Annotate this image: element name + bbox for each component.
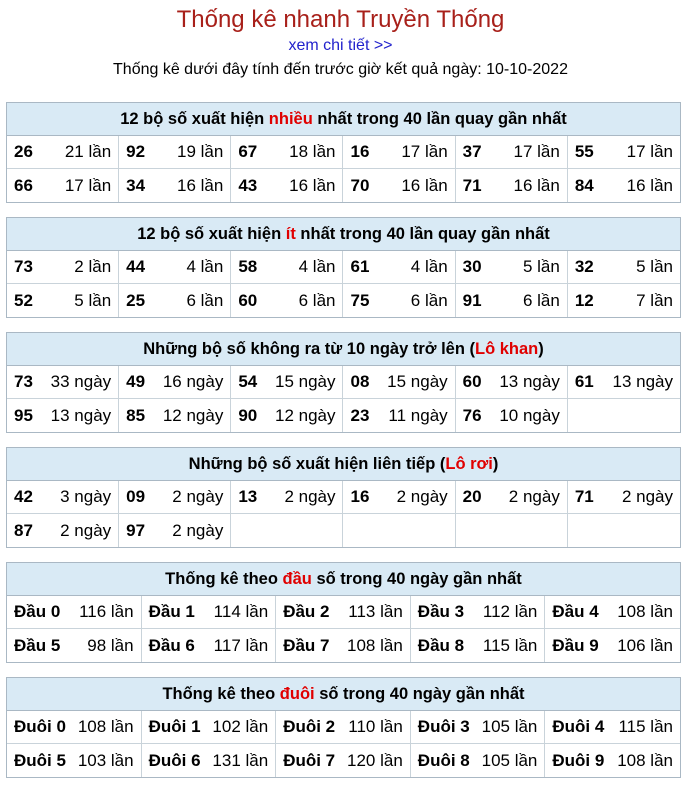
stat-count: 115 lần [618, 717, 673, 736]
dau-section [6, 562, 681, 663]
stat-cell [456, 251, 568, 284]
stat-label: 54 [238, 372, 258, 391]
stat-cell [142, 744, 277, 777]
section-header [7, 218, 680, 251]
stat-count: 114 lần [213, 602, 269, 621]
stat-count: 2 ngày [284, 487, 336, 506]
stat-label: Đuôi 0 [14, 717, 66, 736]
stat-label: 32 [574, 257, 594, 276]
stat-count: 2 ngày [508, 487, 560, 506]
stat-count: 108 lần [347, 635, 403, 655]
section-header [7, 333, 680, 366]
stat-label: 34 [126, 175, 146, 195]
stat-count: 116 lần [79, 602, 134, 621]
stat-label: Đầu 3 [417, 602, 465, 621]
header-text: số trong 40 ngày gần nhất [311, 570, 522, 588]
stat-label: Đuôi 1 [148, 717, 201, 736]
stat-count: 112 lần [482, 602, 538, 621]
stat-label: 44 [126, 257, 146, 276]
stat-cell [7, 711, 142, 744]
header-text: Những bộ số xuất hiện liên tiếp ( [188, 455, 446, 473]
stat-cell [7, 251, 119, 284]
stat-label: 87 [14, 520, 33, 540]
stat-count: 11 ngày [388, 405, 448, 425]
stat-count: 103 lần [77, 750, 134, 770]
stat-count: 13 ngày [499, 372, 560, 391]
number-grid [7, 366, 680, 432]
stat-label: 58 [238, 257, 258, 276]
stat-cell [119, 251, 231, 284]
least-frequent-section [6, 217, 681, 318]
stat-count: 102 lần [212, 717, 269, 736]
stat-count: 2 ngày [172, 487, 224, 506]
stat-label: 26 [14, 142, 33, 161]
stat-cell [7, 744, 142, 777]
stat-label: 30 [462, 257, 482, 276]
stat-count: 16 lần [401, 175, 448, 195]
stat-label: Đầu 9 [552, 635, 599, 655]
stat-label: 20 [462, 487, 482, 506]
stat-label: 84 [574, 175, 594, 195]
stat-cell [231, 251, 343, 284]
stat-label: 43 [238, 175, 258, 195]
stat-cell [7, 284, 119, 317]
stat-label: 61 [350, 257, 370, 276]
stat-label: 92 [126, 142, 146, 161]
stat-count: 4 lần [410, 257, 448, 276]
stat-label: 49 [126, 372, 146, 391]
stat-count: 6 lần [522, 290, 560, 310]
stat-cell [276, 629, 411, 662]
stat-label: 71 [462, 175, 482, 195]
stat-cell [343, 284, 455, 317]
stat-count: 2 ngày [621, 487, 673, 506]
stat-cell [119, 399, 231, 432]
stat-label: 55 [574, 142, 594, 161]
stat-count: 3 ngày [60, 487, 112, 506]
stat-cell [142, 629, 277, 662]
stat-count: 5 lần [522, 257, 560, 276]
stat-count: 16 lần [626, 175, 673, 195]
header-text: Những bộ số không ra từ 10 ngày trở lên ( [143, 340, 475, 358]
stat-label: 90 [238, 405, 258, 425]
number-grid [7, 711, 680, 777]
stat-cell [568, 169, 680, 202]
section-header [7, 563, 680, 596]
stat-cell [545, 629, 680, 662]
stat-cell [456, 481, 568, 514]
stat-label: 16 [350, 142, 370, 161]
header-highlight: Lô rơi [445, 455, 493, 473]
stat-label: 73 [14, 257, 33, 276]
stat-label: Đầu 2 [283, 602, 330, 621]
header-text: ) [492, 455, 499, 473]
stat-cell [7, 169, 119, 202]
stat-count: 4 lần [298, 257, 336, 276]
stat-count: 105 lần [481, 717, 538, 736]
stat-count: 12 ngày [274, 405, 336, 425]
stat-cell [456, 136, 568, 169]
stat-count: 17 lần [401, 142, 448, 161]
stat-label: Đầu 4 [552, 602, 599, 621]
header-text: 12 bộ số xuất hiện [137, 225, 286, 243]
stat-label: 70 [350, 175, 370, 195]
stat-label: 16 [350, 487, 370, 506]
stat-count: 120 lần [347, 750, 403, 770]
stat-cell [343, 399, 455, 432]
stat-label: 13 [238, 487, 258, 506]
stat-label: 09 [126, 487, 146, 506]
stat-cell [231, 169, 343, 202]
stat-count: 108 lần [617, 750, 673, 770]
header-highlight: ít [285, 225, 296, 243]
stat-count: 10 ngày [499, 405, 560, 425]
stat-label: Đuôi 2 [283, 717, 336, 736]
stat-cell [276, 711, 411, 744]
stat-cell [7, 596, 142, 629]
stat-label: 42 [14, 487, 33, 506]
stat-count: 17 lần [513, 142, 560, 161]
header-text: Thống kê theo [162, 685, 280, 703]
stat-count: 6 lần [298, 290, 336, 310]
stat-cell [231, 284, 343, 317]
number-grid [7, 481, 680, 547]
stat-count: 113 lần [348, 602, 403, 621]
stat-count: 17 lần [64, 175, 112, 195]
stat-count: 4 lần [186, 257, 224, 276]
stat-count: 2 lần [74, 257, 112, 276]
most-frequent-section [6, 102, 681, 203]
stat-cell [568, 284, 680, 317]
stat-count: 15 ngày [274, 372, 336, 391]
stat-label: 95 [14, 405, 33, 425]
stat-cell [119, 514, 231, 547]
stat-label: Đuôi 5 [14, 750, 66, 770]
stat-cell [343, 136, 455, 169]
stat-cell [343, 366, 455, 399]
stat-count: 21 lần [64, 142, 112, 161]
stat-label: 76 [462, 405, 482, 425]
stat-count: 12 ngày [162, 405, 224, 425]
stat-label: 61 [574, 372, 594, 391]
header-highlight: Lô khan [474, 340, 539, 358]
number-grid [7, 596, 680, 662]
stat-count: 2 ngày [172, 520, 224, 540]
section-header [7, 448, 680, 481]
header-text: Thống kê theo [165, 570, 283, 588]
stat-cell [119, 136, 231, 169]
stat-cell [7, 399, 119, 432]
stat-count: 16 lần [177, 175, 224, 195]
stat-count: 5 lần [636, 257, 673, 276]
stat-count: 131 lần [212, 750, 269, 770]
stat-cell [7, 629, 142, 662]
stat-label: 60 [238, 290, 258, 310]
stat-count: 16 ngày [162, 372, 224, 391]
section-header [7, 678, 680, 711]
stat-cell [545, 711, 680, 744]
stat-label: Đầu 7 [283, 635, 330, 655]
stat-count: 19 lần [177, 142, 224, 161]
stat-cell [142, 711, 277, 744]
stat-label: 08 [350, 372, 370, 391]
stat-label: 71 [574, 487, 594, 506]
stat-label: 52 [14, 290, 33, 310]
stat-count: 13 ngày [50, 405, 112, 425]
stat-cell [411, 744, 546, 777]
stat-cell [456, 366, 568, 399]
stat-cell [119, 284, 231, 317]
stat-count: 98 lần [87, 635, 134, 655]
stat-cell [411, 629, 546, 662]
stat-label: 91 [462, 290, 482, 310]
view-details-link[interactable]: xem chi tiết >> [288, 37, 393, 54]
number-grid [7, 136, 680, 202]
stat-label: 23 [350, 405, 370, 425]
stat-label: 73 [14, 372, 33, 391]
stat-count: 15 ngày [387, 372, 448, 391]
stat-cell [568, 251, 680, 284]
stat-label: 25 [126, 290, 146, 310]
stat-count: 108 lần [617, 602, 673, 621]
stat-cell [343, 169, 455, 202]
stat-label: Đuôi 7 [283, 750, 336, 770]
stat-cell [343, 251, 455, 284]
stat-cell [411, 596, 546, 629]
stat-cell [568, 366, 680, 399]
stat-label: Đầu 1 [148, 602, 195, 621]
stat-count: 33 ngày [50, 372, 112, 391]
stat-label: 66 [14, 175, 33, 195]
stat-cell [568, 136, 680, 169]
stat-label: Đuôi 6 [148, 750, 201, 770]
stat-label: 67 [238, 142, 258, 161]
header-highlight: nhiều [268, 110, 313, 128]
header-text: số trong 40 ngày gần nhất [314, 685, 525, 703]
stat-cell [7, 481, 119, 514]
stat-cell [231, 399, 343, 432]
stat-count: 5 lần [74, 290, 112, 310]
stat-count: 6 lần [186, 290, 224, 310]
stat-label: Đuôi 4 [552, 717, 605, 736]
stat-count: 18 lần [289, 142, 336, 161]
stat-label: Đầu 0 [14, 602, 61, 621]
lo-roi-section [6, 447, 681, 548]
stat-count: 17 lần [626, 142, 673, 161]
stat-count: 2 ngày [396, 487, 448, 506]
stat-count: 117 lần [213, 635, 269, 655]
stat-label: Đầu 6 [148, 635, 195, 655]
stat-label: Đầu 8 [417, 635, 465, 655]
stat-cell [231, 136, 343, 169]
stat-cell [456, 514, 568, 547]
stat-count: 6 lần [410, 290, 448, 310]
stat-cell [456, 399, 568, 432]
stat-count: 105 lần [481, 750, 538, 770]
stat-label: Đuôi 3 [417, 717, 470, 736]
stat-label: Đuôi 9 [552, 750, 605, 770]
stat-count: 2 ngày [60, 520, 112, 540]
stat-cell [343, 514, 455, 547]
header-highlight: đuôi [279, 685, 315, 703]
stat-count: 16 lần [289, 175, 336, 195]
stat-label: 85 [126, 405, 146, 425]
header-text: nhất trong 40 lần quay gần nhất [295, 225, 550, 243]
stat-cell [119, 481, 231, 514]
stat-cell [276, 596, 411, 629]
stat-cell [456, 284, 568, 317]
duoi-section [6, 677, 681, 778]
stat-count: 110 lần [348, 717, 403, 736]
stat-label: Đầu 5 [14, 635, 61, 655]
stat-label: 37 [462, 142, 482, 161]
stat-cell [119, 366, 231, 399]
stat-cell [7, 136, 119, 169]
page-title: Thống kê nhanh Truyền Thống [176, 6, 505, 33]
stat-cell [231, 366, 343, 399]
stat-cell [119, 169, 231, 202]
stat-count: 13 ngày [612, 372, 673, 391]
stat-cell [568, 481, 680, 514]
stat-cell [231, 481, 343, 514]
stat-label: Đuôi 8 [417, 750, 470, 770]
stat-cell [568, 514, 680, 547]
stat-label: 60 [462, 372, 482, 391]
stat-cell [545, 744, 680, 777]
stat-cell [142, 596, 277, 629]
stat-count: 108 lần [77, 717, 134, 736]
stat-count: 115 lần [482, 635, 538, 655]
header-text: ) [538, 340, 544, 358]
stat-label: 97 [126, 520, 146, 540]
stat-cell [7, 514, 119, 547]
header-highlight: đầu [282, 570, 312, 588]
section-header [7, 103, 680, 136]
stat-count: 7 lần [636, 290, 673, 310]
stat-label: 12 [574, 290, 594, 310]
stat-count: 16 lần [513, 175, 560, 195]
stat-cell [231, 514, 343, 547]
header-text: 12 bộ số xuất hiện [120, 110, 269, 128]
number-grid [7, 251, 680, 317]
stat-cell [343, 481, 455, 514]
stat-cell [545, 596, 680, 629]
header-text: nhất trong 40 lần quay gần nhất [312, 110, 567, 128]
lo-khan-section [6, 332, 681, 433]
stat-label: 75 [350, 290, 370, 310]
stat-count: 106 lần [617, 635, 673, 655]
stat-cell [411, 711, 546, 744]
stat-cell [456, 169, 568, 202]
date-note: Thống kê dưới đây tính đến trước giờ kết quả ngày: 10-10-2022 [113, 61, 568, 78]
stat-cell [7, 366, 119, 399]
stat-cell [568, 399, 680, 432]
stat-cell [276, 744, 411, 777]
